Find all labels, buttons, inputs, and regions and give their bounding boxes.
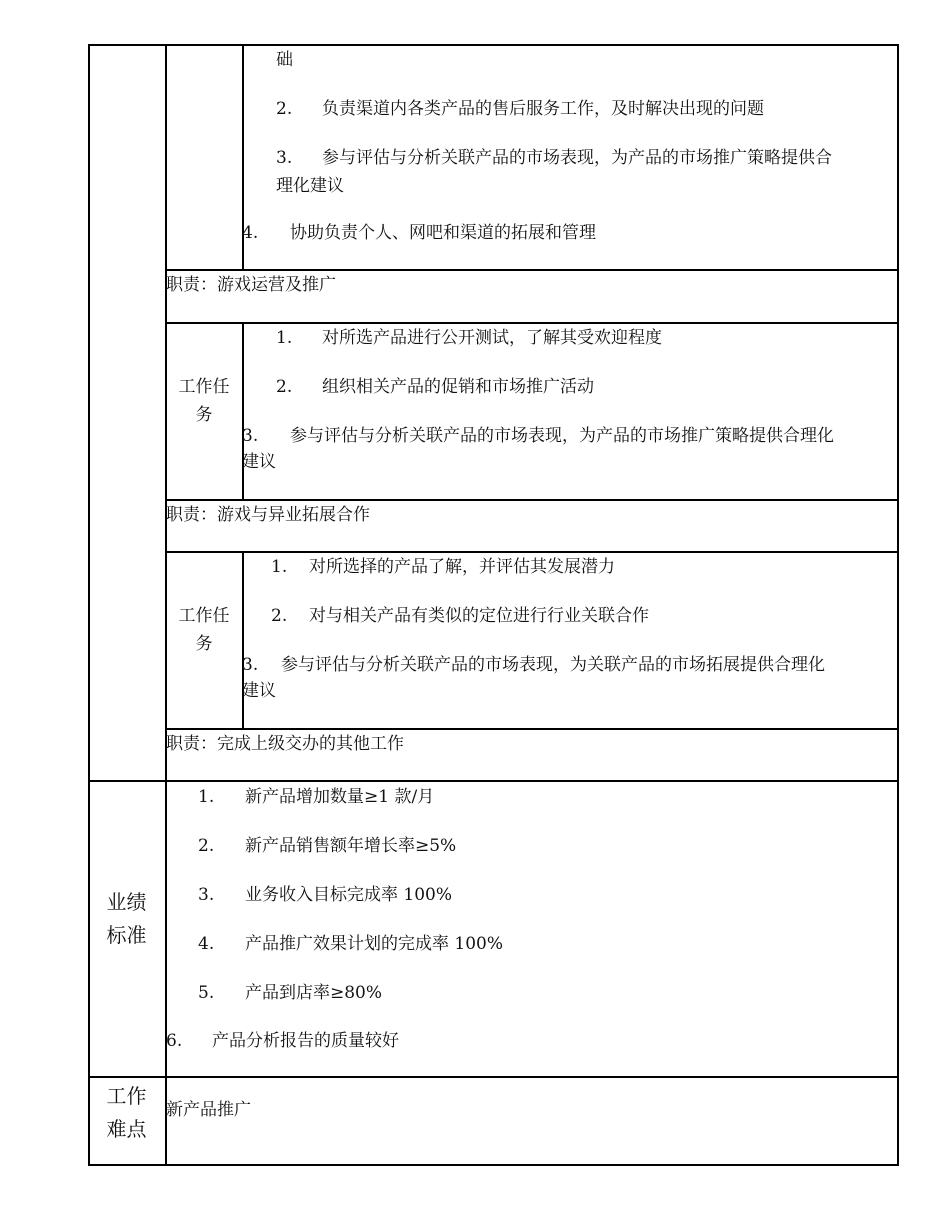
list-number: 4. (198, 934, 215, 954)
list-number: 2. (276, 377, 293, 397)
duty-label: 职责：游戏与异业拓展合作 (166, 505, 370, 525)
list-text: 对所选产品进行公开测试，了解其受欢迎程度 (322, 328, 662, 348)
list-number: 2. (198, 836, 215, 856)
list-text: 新产品增加数量≥1 款/月 (245, 787, 435, 807)
performance-label-line: 业绩 (106, 890, 147, 914)
list-text: 负责渠道内各类产品的售后服务工作，及时解决出现的问题 (322, 99, 764, 119)
list-text: 产品分析报告的质量较好 (212, 1031, 399, 1051)
table-border-top (88, 44, 899, 46)
performance-item (198, 979, 382, 1007)
duty-label: 职责：完成上级交办的其他工作 (166, 734, 404, 754)
list-item (271, 553, 615, 581)
list-text: 新产品销售额年增长率≥5% (245, 836, 457, 856)
list-item (242, 219, 596, 247)
difficulty-label-line: 难点 (106, 1117, 147, 1141)
list-text: 产品推广效果计划的完成率 100% (245, 934, 504, 954)
performance-item (198, 930, 503, 958)
list-text: 组织相关产品的促销和市场推广活动 (322, 377, 594, 397)
list-item (276, 373, 594, 401)
list-item (242, 422, 834, 450)
task-label-line: 务 (195, 634, 213, 654)
list-number: 3. (242, 655, 259, 675)
list-number: 1. (271, 557, 288, 577)
list-text: 参与评估与分析关联产品的市场表现，为关联产品的市场拓展提供合理化 (281, 655, 825, 675)
task-label (166, 602, 242, 658)
task-label-line: 工作任 (178, 377, 230, 397)
difficulty-label-line: 工作 (106, 1084, 147, 1108)
performance-item (198, 783, 434, 811)
performance-label (88, 886, 165, 952)
list-number: 6. (166, 1031, 183, 1051)
task-label (166, 373, 242, 429)
continued-text: 础 (276, 50, 293, 70)
list-item (242, 651, 825, 679)
list-item-continuation: 建议 (242, 452, 276, 472)
list-text: 对所选择的产品了解，并评估其发展潜力 (309, 557, 615, 577)
table-border-bottom (88, 1164, 899, 1166)
task-label-line: 工作任 (178, 606, 230, 626)
performance-item (198, 881, 452, 909)
table-border-right (897, 44, 899, 1165)
list-number: 2. (271, 606, 288, 626)
task-label-line: 务 (195, 405, 213, 425)
difficulty-text: 新产品推广 (166, 1100, 251, 1120)
list-number: 1. (198, 787, 215, 807)
list-number: 3. (198, 885, 215, 905)
list-text: 参与评估与分析关联产品的市场表现，为产品的市场推广策略提供合 (322, 148, 832, 168)
list-number: 2. (276, 99, 293, 119)
list-number: 3. (242, 426, 259, 446)
difficulty-label (88, 1080, 165, 1146)
list-item-continuation: 建议 (242, 681, 276, 701)
table-border-left (88, 44, 90, 1165)
performance-label-line: 标准 (106, 923, 147, 947)
list-text: 参与评估与分析关联产品的市场表现，为产品的市场推广策略提供合理化 (290, 426, 834, 446)
row-divider (88, 780, 899, 782)
list-item (276, 144, 832, 172)
list-text: 业务收入目标完成率 100% (245, 885, 453, 905)
list-number: 1. (276, 328, 293, 348)
list-item (271, 602, 649, 630)
row-divider (88, 1076, 899, 1078)
performance-item (166, 1027, 399, 1055)
list-item-continuation: 理化建议 (276, 176, 344, 196)
list-item (276, 324, 662, 352)
list-text: 对与相关产品有类似的定位进行行业关联合作 (309, 606, 649, 626)
duty-label: 职责：游戏运营及推广 (166, 275, 336, 295)
list-number: 3. (276, 148, 293, 168)
list-number: 4. (242, 223, 259, 243)
list-text: 协助负责个人、网吧和渠道的拓展和管理 (290, 223, 596, 243)
list-text: 产品到店率≥80% (245, 983, 383, 1003)
list-item (276, 95, 764, 123)
list-number: 5. (198, 983, 215, 1003)
performance-item (198, 832, 456, 860)
